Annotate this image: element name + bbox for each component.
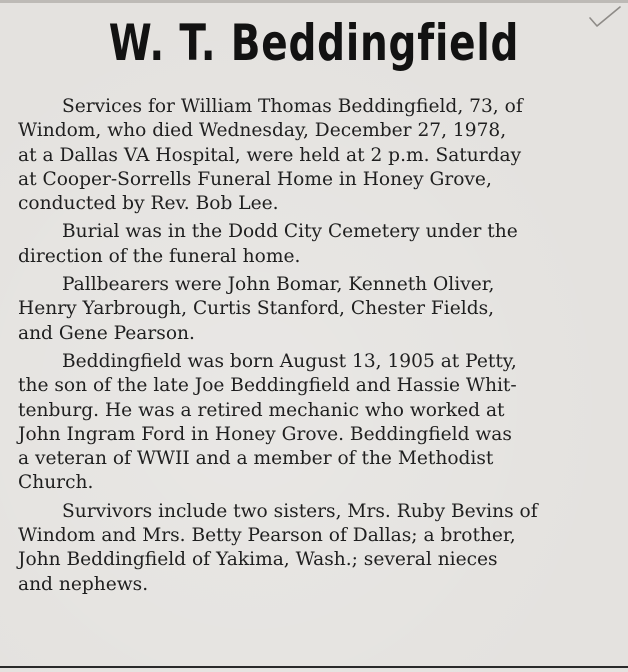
obituary-body (18, 95, 616, 601)
text-line: tenburg. He was a retired mechanic who worked at (18, 399, 505, 421)
text-line: conducted by Rev. Bob Lee. (18, 193, 279, 215)
text-line: a veteran of WWII and a member of the Methodist (18, 448, 494, 470)
text-line: Beddingfield was born August 13, 1905 at Petty, (62, 350, 517, 372)
paragraph-pallbearers (18, 273, 616, 346)
text-line: direction of the funeral home. (18, 245, 301, 267)
text-line: John Beddingfield of Yakima, Wash.; several nieces (18, 549, 498, 571)
text-line: at a Dallas VA Hospital, were held at 2 p.m. Saturday (18, 144, 522, 166)
paragraph-survivors (18, 500, 616, 597)
text-line: Burial was in the Dodd City Cemetery under the (62, 221, 518, 243)
text-line: at Cooper-Sorrells Funeral Home in Honey Grove, (18, 168, 492, 190)
paragraph-services (18, 95, 616, 216)
text-line: Services for William Thomas Beddingfield, 73, of (62, 96, 523, 117)
paragraph-burial (18, 220, 616, 269)
text-line: Pallbearers were John Bomar, Kenneth Oliver, (62, 274, 495, 296)
text-line: Church. (18, 472, 94, 494)
text-line: the son of the late Joe Beddingfield and Hassie Whit- (18, 375, 517, 397)
paragraph-biography (18, 350, 616, 496)
obituary-headline: W. T. Beddingfield (108, 14, 520, 72)
text-line: Survivors include two sisters, Mrs. Ruby Bevins of (62, 500, 538, 522)
text-line: and Gene Pearson. (18, 322, 195, 344)
text-line: Windom and Mrs. Betty Pearson of Dallas; a brother, (18, 525, 516, 547)
top-rule (0, 0, 628, 3)
text-line: Henry Yarbrough, Curtis Stanford, Chester Fields, (18, 298, 495, 320)
bottom-rule (0, 666, 628, 668)
text-line: John Ingram Ford in Honey Grove. Beddingfield was (18, 423, 512, 445)
checkmark-icon (588, 4, 622, 30)
text-line: Windom, who died Wednesday, December 27, 1978, (18, 120, 507, 142)
text-line: and nephews. (18, 573, 149, 595)
